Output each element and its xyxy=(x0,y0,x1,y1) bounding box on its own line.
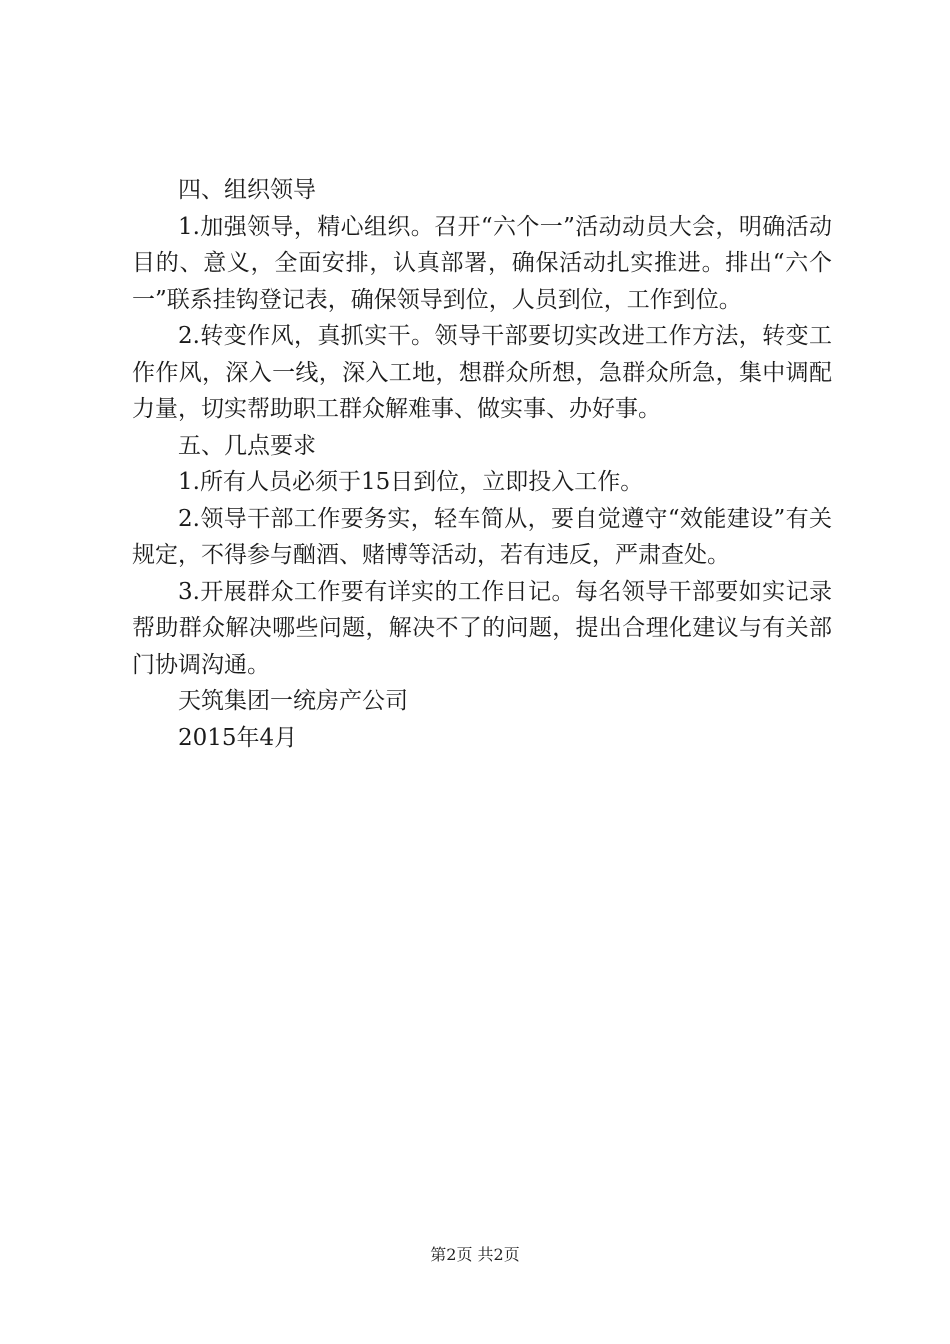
signature-organization: 天筑集团一统房产公司 xyxy=(178,688,408,714)
paragraph-change-style: 2.转变作风，真抓实干。领导干部要切实改进工作方法，转变工作作风，深入一线，深入工地，想群众所想，急群众所急，集中调配力量，切实帮助职工群众解难事、做实事、办好事。 xyxy=(132,323,832,422)
section-heading-requirements: 五、几点要求 xyxy=(178,432,316,459)
paragraph-requirement-2: 2.领导干部工作要务实，轻车简从，要自觉遵守“效能建设”有关规定，不得参与酗酒、赌博等活动，若有违反，严肃查处。 xyxy=(132,505,832,568)
section-heading-organization: 四、组织领导 xyxy=(178,177,316,203)
page-number-footer: 第2页 共2页 xyxy=(430,1245,520,1264)
document-body xyxy=(132,172,832,756)
paragraph-requirement-3: 3.开展群众工作要有详实的工作日记。每名领导干部要如实记录帮助群众解决哪些问题，解决不了的问题，提出合理化建议与有关部门协调沟通。 xyxy=(132,578,832,678)
signature-date: 2015年4月 xyxy=(178,724,298,751)
paragraph-strengthen-leadership: 1.加强领导，精心组织。召开“六个一”活动动员大会，明确活动目的、意义，全面安排，认真部署，确保活动扎实推进。排出“六个一”联系挂钩登记表，确保领导到位，人员到位，工作到位。 xyxy=(132,213,832,313)
paragraph-requirement-1: 1.所有人员必须于15日到位，立即投入工作。 xyxy=(178,469,644,495)
